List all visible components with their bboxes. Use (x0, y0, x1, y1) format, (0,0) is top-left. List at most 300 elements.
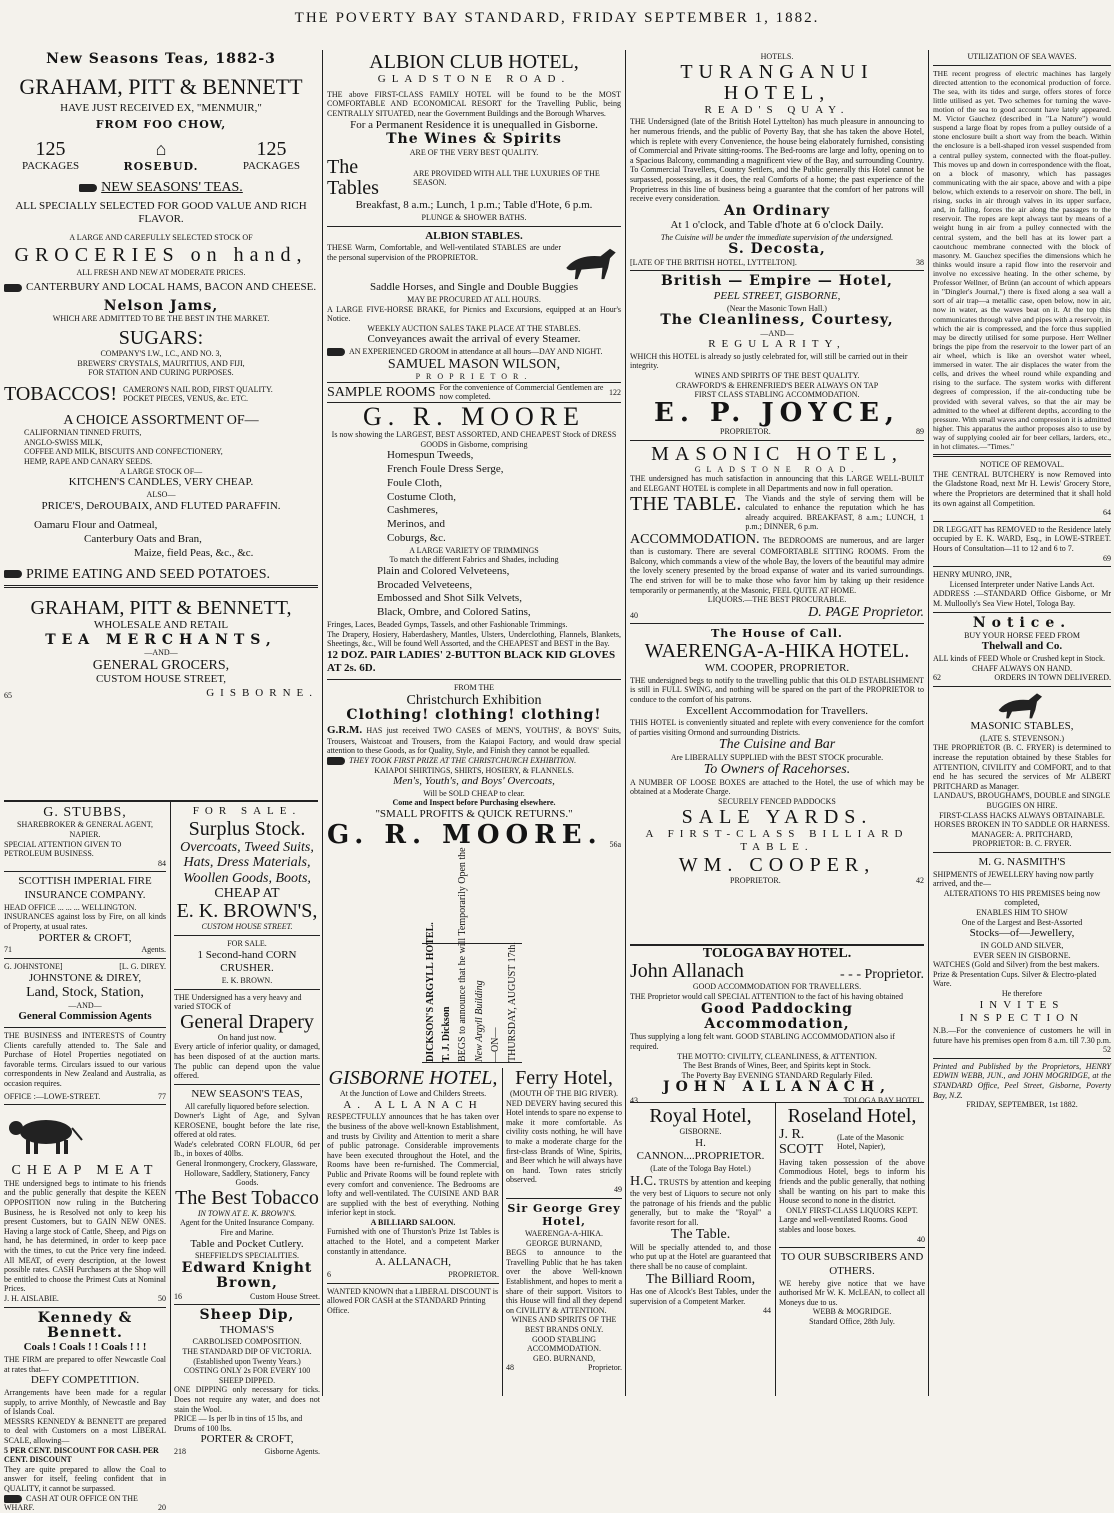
sheffield: SHEFFIELD'S SPECIALITIES. (194, 1251, 300, 1261)
received: HAVE JUST RECEIVED EX, "MENMUIR," (60, 102, 262, 115)
large-stock-of: A LARGE STOCK OF— (119, 466, 203, 476)
choice-line: COFFEE AND MILK, BISCUITS AND CONFECTIONERY, (24, 447, 223, 457)
which-hotel: WHICH this HOTEL is already so justly celebrated for, will still be carried out in their integrity. (630, 351, 908, 371)
column-2 (327, 51, 622, 850)
first-prize: THEY TOOK FIRST PRIZE AT THE CHRISTCHURCH EXHIBITION. (349, 755, 577, 765)
loose-boxes: A NUMBER OF LOOSE BOXES are attached to the Hotel, the use of which may be obtained at a Moderate Charge. (630, 777, 924, 797)
new-seasons-teas: NEW SEASON'S TEAS, (191, 1087, 303, 1100)
grm-text: HAS just received TWO CASES of MEN'S, YOUTHS', & BOYS' Suits, Trousers, Waistcoat and Trousers, from the Kaiapoi Factory, and would draw special attention to these Goods, as for Quality, Style, and Finish they cannot be equalled. (327, 725, 622, 756)
masonic-text: THE undersigned has much satisfaction in announcing that this LARGE WELL-BUILT and ELEGANT HOTEL is complete in all Departments and now in full operation. (630, 474, 924, 493)
long-felt-want: Thus supplying a long felt want. GOOD STABLING ACCOMMODATION also if required. (630, 1032, 895, 1051)
canterbury-hams: CANTERBURY AND LOCAL HAMS, BACON AND CHEESE. (26, 281, 317, 294)
insurances: INSURANCES against loss by Fire, on all kinds of Property, at usual rates. (4, 912, 166, 932)
accommodation-text: The BEDROOMS are numerous, and are larger than is customary. There are several COMFORTABLE SITTING ROOMS. From the Balcony, which commands a view of the whole Bay, the lovers of the beautiful may admire the lovely scenery presented by the broad expanse of water and its varied surroundings. The end striven for will be to make those who favor him by taking up their residence temporarily or permanently, at the Masonic, FEEL QUITE AT HOME. (630, 535, 925, 595)
horse-icon (994, 690, 1050, 720)
invites-inspection: INVITES INSPECTION (959, 998, 1085, 1025)
argyll-hotel: DICKSON'S ARGYLL HOTEL. (424, 922, 436, 1062)
ad-number: 64 (1103, 508, 1111, 518)
general-commission: General Commission Agents (18, 1010, 152, 1023)
ad-number: 77 (158, 1091, 166, 1101)
house-of-call: The House of Call. (711, 627, 843, 641)
column-4 (933, 52, 1111, 1396)
jr-scott: J. R. SCOTT (779, 1127, 824, 1158)
ad-number: 48 (506, 1363, 514, 1373)
liberally: Are LIBERALLY SUPPLIED with the BEST STOCK procurable. (670, 752, 884, 762)
scottish-imperial: SCOTTISH IMPERIAL FIRE INSURANCE COMPANY. (18, 875, 152, 902)
and-divider: —AND— (760, 328, 794, 338)
porter-croft: PORTER & CROFT, (38, 931, 132, 944)
cheap-at: CHEAP AT (214, 885, 280, 901)
baths: PLUNGE & SHOWER BATHS. (421, 213, 527, 223)
list-item: Plain and Colored Velveteens, (377, 564, 510, 577)
removal-text: THE CENTRAL BUTCHERY is now Removed into the Gladstone Road, next Mr H. Lewis' Grocery Store, where the Proprietors are determined that it shall hold its own against all Competition. (933, 469, 1111, 508)
thomas: THOMAS'S (219, 1323, 275, 1336)
wades: Wade's celebrated CORN FLOUR, 6d per lb., in boxes of 40lbs. (174, 1139, 320, 1159)
choice-line: HEMP, RAPE AND CANARY SEEDS. (24, 457, 153, 466)
tables-text: ARE PROVIDED WITH ALL THE LUXURIES OF THE SEASON. (413, 168, 600, 188)
stocks-jewellery: Stocks—of—Jewellery, (969, 927, 1075, 940)
stables-text: THE PROPRIETOR (B. C. FRYER) is determined to increase the reputation obtained by these Stables for ATTENTION, CIVILITY and COMFORT, and to that end he has secured the services of Mr ALBERT PRITCHARD as Manager. (933, 743, 1111, 791)
interpreter: Licensed Interpreter under Native Lands Act. (949, 579, 1095, 589)
land-stock-station: Land, Stock, Station, (26, 985, 144, 1001)
ad-number: 69 (1103, 553, 1111, 563)
ferry-hotel: Ferry Hotel, (515, 1067, 613, 1089)
utilization-heading: UTILIZATION OF SEA WAVES. (967, 52, 1077, 61)
cuisine-bar: The Cuisine and Bar (718, 737, 836, 753)
established: (Established upon Twenty Years.) (193, 1356, 301, 1366)
crawfords: CRAWFORD'S & EHRENFRIED'S BEER ALWAYS ON TAP (675, 380, 879, 390)
dr-leggatt: DR LEGGATT has REMOVED to the Residence lately occupied by E. K. WARD, Esq., in LOWE-STREET. Hours of Consultation—11 to 12 and 6 to 7. (933, 524, 1111, 553)
landaus: LANDAU'S, BROUGHAM'S, DOUBLE and SINGLE BUGGIES ON HIRE. (933, 791, 1111, 810)
ad-number: 56a (609, 839, 621, 849)
enables: ENABLES HIM TO SHOW (976, 908, 1068, 918)
sold-cheap: Will be SOLD CHEAP to clear. (423, 788, 525, 798)
pointing-hand-icon (4, 284, 22, 292)
groceries: GROCERIES on hand, (14, 243, 308, 266)
ferry-text: NED DEVERY having secured this Hotel intends to spare no expense to make it more comfortable. As civility costs nothing, he will have to make a moderate charge for the first-class Brands of Wine, Spirits, and Beer which he will always have on hand. Town rates strictly observed. (506, 1098, 622, 1185)
conveyances: Conveyances await the arrival of every Steamer. (367, 333, 581, 346)
ad-number: 16 (174, 1291, 182, 1301)
ad-number: 43 (630, 1095, 638, 1105)
peel-street: PEEL STREET, GISBORNE, (713, 289, 841, 302)
nelson-jams: Nelson Jams, (103, 298, 219, 315)
sir-george-grey: Sir George Grey Hotel, (507, 1201, 621, 1229)
gisborne-text: RESPECTFULLY announces that he has taken over the business of the above well-known Establishment, and trusts by Civility and Attention to merit a share of public patronage. Considerable improvements have been executed throughout the Hotel, and the Rooms have been re-furnished. The Commercial, Public and Private Rooms will be found replete with every comfort and convenience. The Bedrooms are lofty and well-ventilated. The CUISINE AND BAR are supplied with the best of everything. Nothing inferior kept in stock. (327, 1112, 499, 1218)
sale-yards: SALE YARDS. (681, 805, 873, 828)
for-sale: FOR SALE. (192, 805, 302, 817)
carbolised: CARBOLISED COMPOSITION. (192, 1337, 302, 1347)
list-item: Brocaded Velveteens, (377, 578, 473, 591)
selected-text: ALL SPECIALLY SELECTED FOR GOOD VALUE AND RICH FLAVOR. (15, 199, 307, 226)
surplus-stock: Surplus Stock. (188, 817, 306, 840)
saddle-horses: Saddle Horses, and Single and Double Buggies (369, 281, 579, 294)
mouth-of-river: (MOUTH OF THE BIG RIVER). (509, 1089, 619, 1098)
column-rule (322, 50, 323, 1396)
wines-spirits: The Wines & Spirits (386, 131, 562, 148)
weekly-auction: WEEKLY AUCTION SALES TAKE PLACE AT THE STABLES. (367, 323, 581, 333)
small-profits: "SMALL PROFITS & QUICK RETURNS." (375, 808, 573, 821)
prices-paraffin: PRICE'S, DeROUBAIX, AND FLUTED PARAFFIN. (41, 499, 281, 512)
billiard-table: A FIRST-CLASS BILLIARD TABLE. (645, 827, 909, 854)
sugars-line: FOR STATION AND CURING PURPOSES. (88, 368, 234, 378)
kaiapoi: KAIAPOI SHIRTINGS, SHIRTS, HOSIERY, & FLANNELS. (374, 765, 574, 775)
also: ALSO— (146, 489, 176, 499)
one-dipping: ONE DIPPING only necessary for ticks. Does not require any water, and does not stain the Wool. (174, 1385, 320, 1414)
ad-number: 20 (158, 1503, 166, 1513)
now-showing: Is now showing the LARGEST, BEST ASSORTED, AND CHEAPEST Stock of DRESS GOODS in Gisborne, comprising (331, 430, 617, 449)
reads-quay: READ'S QUAY. (704, 103, 850, 116)
maize-peas: Maize, field Peas, &c., &c. (134, 546, 254, 559)
standard-dip: THE STANDARD DIP OF VICTORIA. (182, 1347, 312, 1357)
sugars-line: COMPANY'S I.W., I.C., AND NO. 3, (100, 349, 222, 359)
pointing-hand-icon (327, 757, 345, 765)
hotels-heading: HOTELS. (760, 52, 794, 61)
alterations: ALTERATIONS TO HIS PREMISES being now completed, (943, 888, 1101, 908)
ad-number: 6 (327, 1270, 331, 1279)
thelwall: Thelwall and Co. (981, 640, 1063, 653)
ad-number: 71 (4, 945, 12, 955)
ad-number: 84 (158, 858, 166, 868)
royal-hotel: Royal Hotel, (649, 1105, 752, 1127)
kitchens-candles: KITCHEN'S CANDLES, VERY CHEAP. (68, 476, 254, 489)
roseland-text: Having taken possession of the above Commodious Hotel, begs to inform his friends and the public generally, that nothing shall be wanting on his part to make this House second to none in the district. (779, 1157, 925, 1206)
downers: Downer's Light of Age, and Sylvan KEROSENE, bought before the late rise, offered at old rates. (174, 1111, 320, 1140)
canterbury-oats: Canterbury Oats and Bran, (84, 533, 202, 546)
racehorses: To Owners of Racehorses. (703, 762, 851, 778)
ad-number: 44 (763, 1306, 771, 1316)
column-3 (630, 52, 925, 886)
oamaru-flour: Oamaru Flour and Oatmeal, (34, 519, 158, 532)
john-allanach: John Allanach (630, 960, 744, 983)
coal-text: They are quite prepared to allow the Coal to answer for itself, feeling confident that in QUALITY, it cannot be surpassed. (4, 1464, 166, 1493)
horses-broken: HORSES BROKEN IN TO SADDLE OR HARNESS. (934, 820, 1110, 830)
corn-crusher: 1 Second-hand CORN CRUSHER. (197, 948, 297, 975)
new-seasons-teas: NEW SEASONS' TEAS. (101, 180, 243, 196)
good-accommodation: GOOD ACCOMMODATION FOR TRAVELLERS. (692, 982, 862, 992)
gr-moore-2: G. R. MOORE. (327, 819, 603, 850)
gold-silver: IN GOLD AND SILVER, (980, 940, 1064, 950)
porter-croft: PORTER & CROFT, (200, 1433, 294, 1446)
rosebud: ROSEBUD. (123, 160, 199, 174)
burnand-text: BEGS to announce to the Travelling Public that he has taken over the above Well-known Establishment, and hopes to merit a share of their support. Visitors to this House will find all they depend on CIVILITY & ATTENTION. (506, 1248, 622, 1315)
velvets-list (327, 565, 621, 620)
clothing: Clothing! clothing! clothing! (346, 707, 602, 724)
liquored: All carefully liquored before selection. (184, 1101, 310, 1111)
choice-line: ANGLO-SWISS MILK, (24, 437, 103, 447)
albion-stables: ALBION STABLES. (425, 229, 523, 242)
orders-delivered: ORDERS IN TOWN DELIVERED. (994, 673, 1111, 683)
johnstone: G. JOHNSTONE] (4, 961, 63, 971)
proprietor: PROPRIETOR. (730, 876, 781, 886)
best-quality: ARE OF THE VERY BEST QUALITY. (409, 147, 539, 157)
geo-burnand: GEO. BURNAND, (533, 1353, 595, 1363)
evening-standard: The Poverty Bay EVENING STANDARD Regularly Filed. (681, 1070, 873, 1080)
to-subscribers: TO OUR SUBSCRIBERS AND OTHERS. (780, 1251, 924, 1277)
from-foochow: FROM FOO CHOW, (95, 118, 227, 132)
ad-number: 89 (916, 427, 924, 437)
packages-label: PACKAGES (22, 160, 80, 173)
watches: WATCHES (Gold and Silver) from the best makers. Prize & Presentation Cups. Silver & Electro-plated Ware. (933, 960, 1100, 989)
general-grocers: GENERAL GROCERS, (92, 657, 230, 673)
john-allanach-2: JOHN ALLANACH, (662, 1079, 892, 1096)
every-article: Every article of inferior quality, or damaged, has been disposed of at the auction marts. The public can depend upon the value offered. (174, 1042, 320, 1081)
agents: Agents. (141, 945, 166, 955)
meals: Breakfast, 8 a.m.; Lunch, 1 p.m.; Table d'Hote, 6 p.m. (355, 199, 593, 212)
wanted-known: WANTED KNOWN that a LIBERAL DISCOUNT is allowed FOR CASH at the STANDARD Printing Office. (327, 1286, 499, 1315)
imprint: Printed and Published by the Proprietors, HENRY EDWIN WEBB, JUN., and JOHN MOGRIDGE, at the STANDARD Office, Peel Street, Gisborne, Poverty Bay, N.Z. (933, 1061, 1111, 1100)
column-split-rule (170, 802, 171, 1396)
overcoats: Overcoats, Tweed Suits, Hats, Dress Materials, Woollen Goods, Boots, (180, 839, 314, 886)
notice-of-removal: NOTICE OF REMOVAL. (979, 460, 1065, 470)
gr-moore: G. R. MOORE (362, 402, 585, 431)
ek-browns: E. K. BROWN'S, (176, 900, 318, 923)
groom: AN EXPERIENCED GROOM in attendance at all hours—DAY AND NIGHT. (349, 347, 603, 357)
ad-number: 52 (1103, 1045, 1111, 1055)
late-british: [LATE OF THE BRITISH HOTEL, LYTTELTON]. (630, 257, 797, 267)
albion-text: THE above FIRST-CLASS FAMILY HOTEL will be found to be the MOST COMFORTABLE AND ECONOMICAL RESORT for the Travelling Public, being CENTRALLY SITUATED, near the Government Buildings and the Borough Wharves. (327, 89, 621, 118)
gisborne-hotel-ad (327, 1068, 499, 1396)
stubbs-line: SHAREBROKER & GENERAL AGENT, (17, 820, 153, 830)
ad-number: 218 (174, 1447, 186, 1457)
undersigned: THE Undersigned has a very heavy and varied STOCK of (174, 992, 302, 1012)
pointing-hand-icon (327, 348, 345, 356)
list-item: Coburgs, &c. (387, 531, 446, 544)
largest: One of the Largest and Best-Assorted (961, 917, 1083, 927)
george-burnand: GEORGE BURNAND, (526, 1238, 602, 1248)
kid-gloves: 12 DOZ. PAIR LADIES' 2-BUTTON BLACK KID GLOVES AT 2s. 6D. (327, 648, 616, 675)
samuel-mason-wilson: SAMUEL MASON WILSON, (387, 356, 561, 372)
defy-competition: DEFY COMPETITION. (30, 1374, 140, 1387)
tobaccos: TOBACCOS! (4, 382, 117, 405)
dip-price: PRICE — Is per lb in tins of 15 lbs, and Drums of 100 lbs. (174, 1414, 303, 1433)
stables-text: THESE Warm, Comfortable, and Well-ventilated STABLES are under the personal supervision of the PROPRIETOR. (327, 243, 561, 262)
proprietor: PROPRIETOR. (720, 427, 771, 437)
tologa-bay-hotel: TOLOGA BAY HOTEL. (702, 946, 852, 961)
list-item: French Foule Dress Serge, (387, 463, 504, 476)
buy-feed: BUY YOUR HORSE FEED FROM (964, 630, 1080, 640)
the-table: The Table. (670, 1227, 731, 1243)
table-text: The Viands and the style of serving them will be calculated to enhance the reputation which he has already acquired. BREAKFAST, 8 a.m.; LUNCH, 1 p.m.; DINNER, 6 p.m. (745, 493, 924, 532)
an-ordinary: An Ordinary (723, 202, 831, 219)
good-stabling: GOOD STABLING ACCOMMODATION. (526, 1334, 601, 1354)
large-stock: A LARGE AND CAREFULLY SELECTED STOCK OF (69, 233, 253, 243)
cutlery: Table and Pocket Cutlery. (190, 1237, 304, 1250)
custom-house: CUSTOM HOUSE STREET, (95, 673, 227, 686)
nasmiths: M. G. NASMITH'S (978, 855, 1066, 868)
gladstone-road: GLADSTONE ROAD. (694, 464, 860, 474)
list-item: Costume Cloth, (387, 490, 457, 503)
excellent: Excellent Accommodation for Travellers. (685, 704, 869, 717)
tologa-bay-ad (630, 946, 924, 1105)
wholesale-retail: WHOLESALE AND RETAIL (93, 618, 229, 631)
tj-dickson: T. J. Dickson (440, 1006, 452, 1062)
ad-number: 40 (917, 1234, 925, 1244)
ever-seen: EVER SEEN IN GISBORNE. (973, 950, 1071, 960)
hacks: FIRST-CLASS HACKS ALWAYS OBTAINABLE. (939, 810, 1105, 820)
albion-club-hotel: ALBION CLUB HOTEL, (369, 51, 579, 73)
waerenga: WAERENGA-A-HIKA. (525, 1229, 603, 1239)
column-rule (928, 50, 929, 1396)
stubbs-line: SPECIAL ATTENTION GIVEN TO PETROLEUM BUSINESS. (4, 839, 122, 859)
list-item: Embossed and Shot Silk Velvets, (377, 592, 522, 605)
the-table: THE TABLE. (630, 492, 742, 515)
only-first-class: ONLY FIRST-CLASS LIQUORS KEPT. (786, 1205, 918, 1215)
thursday: THURSDAY, AUGUST 17th. (507, 942, 519, 1062)
cash-office: CASH AT OUR OFFICE ON THE WHARF. (4, 1493, 138, 1513)
pointing-hand-icon (4, 570, 22, 578)
stubbs: G. STUBBS, (43, 805, 127, 820)
ep-joyce: E. P. JOYCE, (654, 397, 900, 428)
for-sale: FOR SALE. (227, 938, 267, 948)
christchurch-exhibition: Christchurch Exhibition (406, 692, 542, 708)
billiard-text: Furnished with one of Thurston's Prize 1st Tables is attached to the Hotel, and a competent Marker constantly in attendance. (327, 1227, 499, 1256)
kennedy-bennett: Kennedy & Bennett. (37, 1309, 133, 1341)
best-brands: The Best Brands of Wines, Beer, and Spirits kept in Stock. (683, 1061, 871, 1071)
large-rooms: Large and well-ventilated Rooms. Good stables and loose boxes. (779, 1215, 908, 1234)
sheep-dip: Sheep Dip, (199, 1307, 295, 1324)
billiard-text: Has one of Alcock's Best Tables, under the supervision of a Competent Marker. (630, 1287, 771, 1306)
fryer: PROPRIETOR: B. C. FRYER. (972, 839, 1072, 849)
masonic-stables: MASONIC STABLES, (970, 720, 1074, 733)
ad-number: 40 (630, 610, 638, 620)
ad-number: 42 (916, 876, 924, 886)
aislabie: J. H. AISLABIE. (4, 1293, 59, 1303)
henry-munro: HENRY MUNRO, JNR, (933, 570, 1012, 580)
wines-spirits: WINES AND SPIRITS OF THE BEST QUALITY. (694, 371, 860, 381)
on: —ON— (490, 1027, 502, 1062)
on-hand: On hand just now. (217, 1032, 277, 1042)
may-be-procured: MAY BE PROCURED AT ALL HOURS. (407, 295, 541, 305)
allanach: A. ALLANACH (343, 1098, 483, 1111)
proprietor: Proprietor. (588, 1363, 622, 1373)
gladstone-road: GLADSTONE ROAD. (377, 73, 571, 85)
best-market: WHICH ARE ADMITTED TO BE THE BEST IN THE MARKET. (52, 314, 270, 324)
choice-line: CALIFORNIAN TINNED FRUITS, (24, 428, 142, 438)
near-hall: (Near the Masonic Town Hall.) (727, 303, 827, 313)
general-drapery: General Drapery (180, 1010, 314, 1033)
ad-number: 62 (933, 673, 941, 683)
prime-potatoes: PRIME EATING AND SEED POTATOES. (26, 566, 271, 582)
come-inspect: Come and Inspect before Purchasing elsewhere. (392, 798, 556, 808)
paddocking: Good Paddocking Accommodation, (701, 1000, 853, 1032)
wm-cooper-2: WM. COOPER, (678, 854, 876, 877)
cleanliness: The Cleanliness, Courtesy, (660, 312, 894, 329)
proprietor: - - - Proprietor. (840, 967, 924, 982)
proprietor: PROPRIETOR. (415, 372, 533, 382)
fresh-text: ALL FRESH AND NEW AT MODERATE PRICES. (76, 267, 246, 277)
notice-text: WE hereby give notice that we have authorised Mr W. K. McLEAN, to collect all Moneys due to us. (779, 1278, 925, 1307)
decosta: S. Decosta, (728, 241, 826, 258)
direy: [L. G. DIREY. (119, 961, 166, 971)
liquors: LIQUORS.—THE BEST PROCURABLE. (707, 595, 847, 605)
sample-text: For the convenience of Commercial Gentlemen are now completed. (439, 382, 604, 402)
office-lowe-street: OFFICE :—LOWE-STREET. (4, 1091, 101, 1101)
chaff: CHAFF ALWAYS ON HAND. (971, 663, 1072, 673)
billiard-room: The Billiard Room, (645, 1271, 756, 1287)
ferry-hotel-ad (506, 1068, 622, 1396)
first-class-stabling: FIRST CLASS STABLING ACCOMMODATION. (694, 390, 860, 400)
late-tologa: (Late of the Tologa Bay Hotel.) (650, 1164, 751, 1174)
accommodation: ACCOMMODATION. (630, 531, 760, 547)
list-item: Black, Ombre, and Colored Satins, (377, 606, 531, 619)
d-page: D. PAGE Proprietor. (808, 604, 924, 620)
horse-icon (561, 243, 621, 281)
masthead: THE POVERTY BAY STANDARD, FRIDAY SEPTEMBER 1, 1882. (294, 10, 820, 26)
custom-house-street: Custom House Street. (250, 1291, 320, 1301)
in-town: IN TOWN AT E. K. BROWN'S. (197, 1208, 297, 1218)
column-split-rule (502, 1068, 503, 1396)
notice: Notice. (972, 614, 1072, 631)
ad-number: 122 (609, 387, 621, 397)
cheap-meat: CHEAP MEAT (11, 1163, 159, 1179)
masonic-hotel: MASONIC HOTEL, (651, 442, 903, 465)
agent-insurance: Agent for the United Insurance Company. Fire and Marine. (179, 1218, 315, 1238)
webb-mogridge: WEBB & MOGRIDGE. (812, 1307, 892, 1317)
turanganui-text: THE Undersigned (late of the British Hotel Lyttelton) has much pleasure in announcing to her numerous friends, and the public of Poverty Bay, that she has taken the above Hotel, which is replete with every Convenience, the house being elaborately furnished, consisting of Commercial and Private sitting-rooms. The Bed-rooms are large and lofty, opening on to a Spacious Balcony, commanding a magnificent view of the Bay, and surrounding Country. To Commercial Travellers, Country Settlers, and the Public generally this Hotel cannot be surpassed, possessing, as it does, the real Comforts of a home; the past experience of the Proprietress in this line of business being a guarantee that the comfort of her patrons will receive every consideration. (630, 117, 924, 204)
and-divider: —AND— (68, 1000, 102, 1010)
dress-goods-list (327, 449, 621, 545)
ordinary-times: At 1 o'clock, and Table d'hote at 6 o'clock Daily. (670, 219, 884, 232)
coal-text: Arrangements have been made for a regular supply, to arrive Monthly, of Newcastle and Bay of Islands Coal. (4, 1388, 166, 1417)
tobacco-line: POCKET PIECES, VENUS, &c. ETC. (123, 394, 249, 404)
list-item: Homespun Tweeds, (387, 449, 474, 462)
firm-name-2: GRAHAM, PITT & BENNETT, (30, 596, 292, 619)
costing: COSTING ONLY 2s FOR EVERY 100 SHEEP DIPPED. (183, 1366, 311, 1385)
column-1-lower-left (4, 805, 166, 1513)
coals: Coals ! Coals ! ! Coals ! ! ! (23, 1341, 147, 1354)
sea-waves-article: THE recent progress of electric machines has largely directed attention to the economical production of force. The sea, with its tides and surge, offers stores of force little utilised as yet. Two schemes for turning the wave-motion of the sea to good account have lately appeared. M. Victor Gauchez (described in "La Nature") would suspend a large float by ropes from a pulley outside of a stone enclosure built a short way from the beach. Within the enclosure is a bell-shaped iron vessel suspended from a central pulley system, connected with the float-pulley. This moves up and down in correspondence with the float, on a block of masonry, which has passages communicating with the air space, above and with a pipe below, which extends to a reservoir on shore. The bell, in rising, sucks in air through valves in its upper surface, and, in falling, forces the air along the passages to the reservoir. The ropes are kept always taut by means of a weight hung in air from a pulley connected with the central system, and the bell has at its lower part a caoutchouc membrane connected with the block of masonry. M. Gauchez specifies the dimensions which he thinks would insure a rapid flow into the reservoir and involve no excessive heating. In the other scheme, by Professor Wellner, of Brünn (an account of which appears in "Dingler's Journal,") there is fixed along a sea wall a sort of air trap—a metallic case, open below, now in air, now in water, as the waves beat on it. At the top this communicates through valve and pipes with a reservoir, in which the air is compressed, and the force thus supplied may be directly utilised for some purpose. Herr Wellner brings the pipe from the reservoir to the lower part of an air wheel, which is like an overshot water wheel, immersed in water. The air displaces the water from the cells, and drives the wheel round while expanding and rising to the surface. The system works with different degrees of compression, if the air-conducting tube be provided with several valves, so that the air may be admitted to the wheel at different depths, according to the pressure. With small waves and compression it is admitted higher. This apparatus the author proposes also to use by way of supplying cooled air for beer cellars, larders, etc., in hot climates.—"Times." (933, 68, 1111, 452)
list-item: Cashmeres, (387, 504, 439, 517)
standard-office: Standard Office, 28th July. (809, 1317, 895, 1326)
trimmings: A LARGE VARIETY OF TRIMMINGS (409, 545, 539, 555)
late-masonic: (Late of the Masonic Hotel, Napier), (836, 1132, 904, 1152)
conveniently: THIS HOTEL is conveniently situated and replete with every convenience for the comfort of parties visiting Ormond and surrounding Districts. (630, 718, 924, 737)
he-therefore: He therefore (1001, 988, 1043, 998)
grm: G.R.M. (327, 723, 363, 736)
best-tobacco: The Best Tobacco (175, 1186, 319, 1209)
head-office: HEAD OFFICE ... ... ... WELLINGTON. (4, 902, 137, 912)
discount: 5 PER CENT. DISCOUNT FOR CASH. PER CENT. DISCOUNT (4, 1445, 159, 1465)
ek-brown: E. K. BROWN. (221, 976, 273, 985)
gisborne: GISBORNE. (679, 1127, 722, 1136)
tobacco-line: CAMERON'S NAIL ROD, FIRST QUALITY. (123, 384, 273, 394)
roseland-hotel-ad (779, 1106, 925, 1396)
regularity: REGULARITY, (708, 338, 846, 351)
sugars-line: BREWERS' CRYSTALS, MAURITIUS, AND FIJI, (77, 358, 245, 368)
sample-rooms: SAMPLE ROOMS (327, 384, 436, 400)
from-the: FROM THE (453, 683, 495, 693)
argyll-hotel-ad (422, 847, 522, 1063)
gisborne-agents: Gisborne Agents. (264, 1447, 320, 1457)
package-count: 125 (35, 138, 66, 161)
match-text: To match the different Fabrics and Shades, including (389, 555, 559, 565)
turanganui-hotel: TURANGANUI HOTEL, (680, 60, 874, 104)
roseland-hotel: Roseland Hotel, (787, 1105, 917, 1127)
drapery-text: The Drapery, Hosiery, Haberdashery, Mantles, Ulsters, Underclothing, Flannels, Blankets, Sheetings, &c., Will be found Well Assorted, and the CHEAPEST and BEST in the Bay. (327, 629, 621, 649)
allanach-sig: A. ALLANACH, (374, 1256, 452, 1269)
tea-merchants: TEA MERCHANTS, (45, 631, 277, 648)
hc-text: TRUSTS by attention and keeping the very best of Liquors to secure not only the patronage of his friends and the public generally, but to make the "Royal" a favorite resort for all. (630, 1177, 771, 1227)
address: ADDRESS :—STANDARD Office Gisborne, or Mr M. Mulloolly's Sea View Hotel, Tologa Bay. (933, 589, 1111, 608)
late-stevenson: (LATE S. STEVENSON.) (980, 733, 1064, 743)
junction: At the Junction of Lowe and Childers Streets. (339, 1089, 487, 1098)
ad-number: 50 (158, 1293, 166, 1303)
custom-house-street: CUSTOM HOUSE STREET. (201, 922, 293, 932)
column-1-top (4, 52, 318, 822)
list-item: Merinos, and (387, 518, 446, 531)
ad-number: 49 (614, 1184, 622, 1194)
teas-heading: New Seasons Teas, 1882-3 (46, 51, 276, 67)
